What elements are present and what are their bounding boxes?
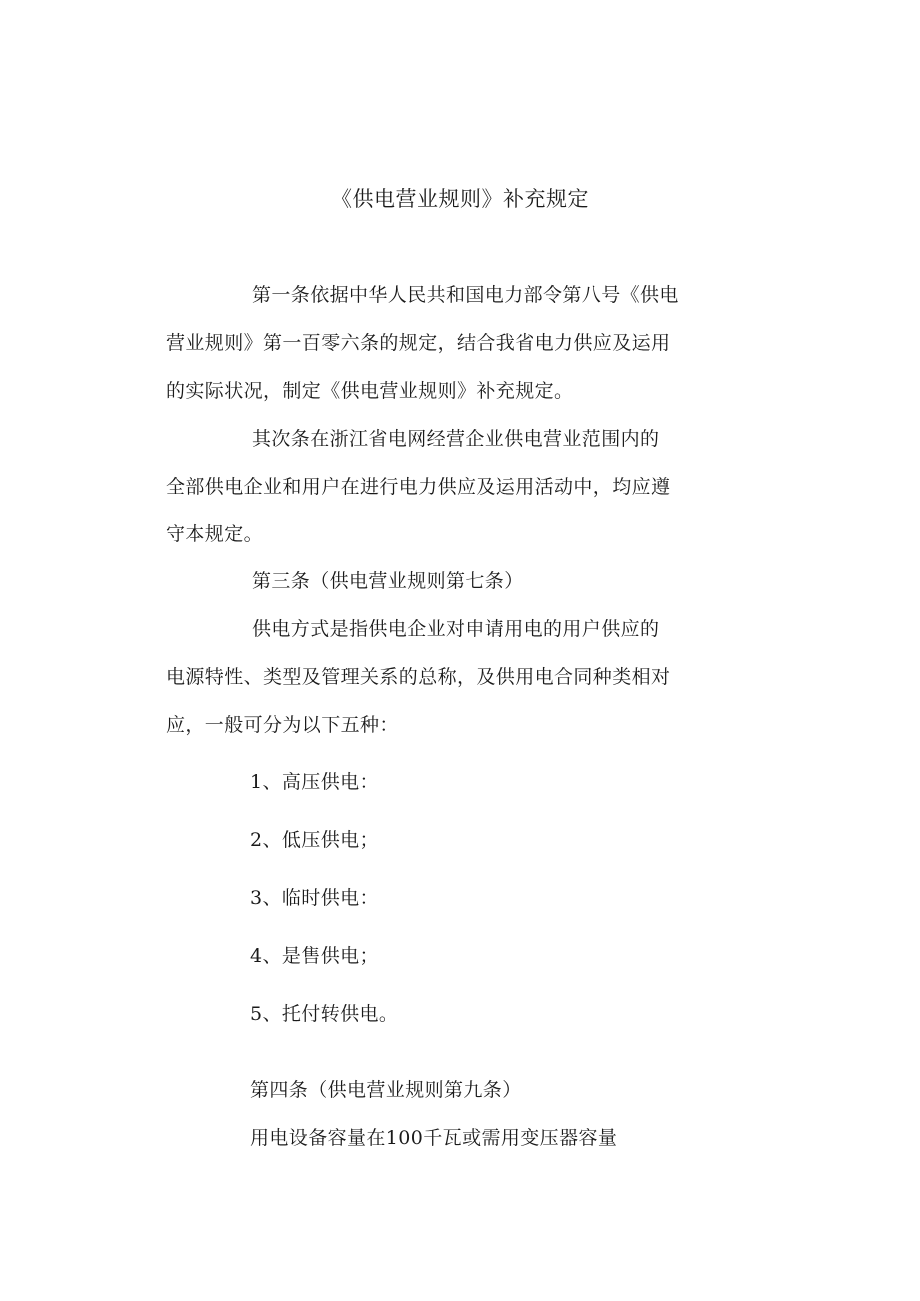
- supply-type-item-1: 1、高压供电：: [250, 771, 379, 793]
- article1-line-3: 的实际状况，制定《供电营业规则》补充规定。: [166, 380, 574, 402]
- supply-type-item-2: 2、低压供电；: [250, 829, 379, 851]
- article3-heading: 第三条（供电营业规则第七条）: [252, 570, 524, 592]
- article4-heading: 第四条（供电营业规则第九条）: [250, 1079, 522, 1101]
- article1-line-1: 第一条依据中华人民共和国电力部令第八号《供电: [252, 284, 679, 306]
- article3-line-2: 电源特性、类型及管理关系的总称，及供用电合同种类相对: [166, 666, 671, 688]
- article4-line-1: 用电设备容量在100千瓦或需用变压器容量: [250, 1127, 618, 1149]
- article2-line-2: 全部供电企业和用户在进行电力供应及运用活动中，均应遵: [166, 476, 671, 498]
- article3-line-1: 供电方式是指供电企业对申请用电的用户供应的: [252, 618, 660, 640]
- article2-line-1: 其次条在浙江省电网经营企业供电营业范围内的: [252, 428, 660, 450]
- document-title: 《供电营业规则》补充规定: [331, 187, 589, 211]
- supply-type-item-4: 4、是售供电；: [250, 945, 379, 967]
- article1-line-2: 营业规则》第一百零六条的规定，结合我省电力供应及运用: [166, 332, 671, 354]
- supply-type-item-3: 3、临时供电：: [250, 887, 379, 909]
- supply-type-item-5: 5、托付转供电。: [250, 1003, 399, 1025]
- article3-line-3: 应，一般可分为以下五种：: [166, 714, 399, 736]
- article2-line-3: 守本规定。: [166, 523, 264, 545]
